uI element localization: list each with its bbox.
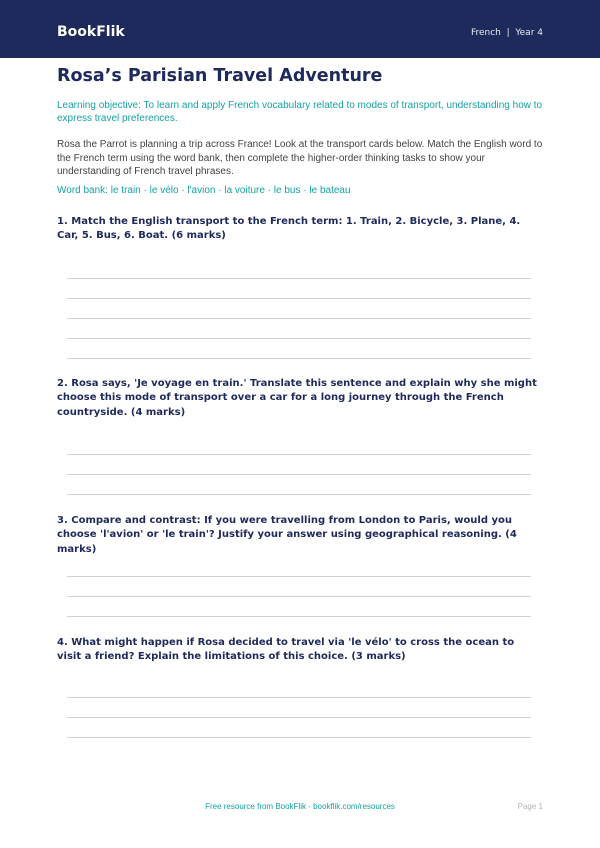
answer-line[interactable] <box>67 358 531 359</box>
brand-logo: BookFlik <box>57 24 125 40</box>
answer-line[interactable] <box>67 616 531 617</box>
question-2: 2. Rosa says, 'Je voyage en train.' Translate this sentence and explain why she might choose this mode of transport over a car for a long journey through the French countryside. (4 marks) <box>57 378 537 418</box>
answer-line[interactable] <box>67 454 531 455</box>
answer-line[interactable] <box>67 717 531 718</box>
answer-line[interactable] <box>67 338 531 339</box>
page-header <box>0 0 600 58</box>
word-bank: Word bank: le train · le vélo · l'avion · la voiture · le bus · le bateau <box>57 185 351 196</box>
question-1: 1. Match the English transport to the French term: 1. Train, 2. Bicycle, 3. Plane, 4. Car, 5. Bus, 6. Boat. (6 marks) <box>57 216 521 242</box>
answer-line[interactable] <box>67 278 531 279</box>
answer-line[interactable] <box>67 737 531 738</box>
question-4: 4. What might happen if Rosa decided to travel via 'le vélo' to cross the ocean to visit a friend? Explain the limitations of this choice. (3 marks) <box>57 637 515 663</box>
answer-line[interactable] <box>67 697 531 698</box>
learning-objective: Learning objective: To learn and apply French vocabulary related to modes of transport, understanding how to express travel preferences. <box>57 100 543 124</box>
answer-line[interactable] <box>67 596 531 597</box>
worksheet-title: Rosa’s Parisian Travel Adventure <box>57 66 383 86</box>
answer-line[interactable] <box>67 494 531 495</box>
question-3: 3. Compare and contrast: If you were travelling from London to Paris, would you choose 'l'avion' or 'le train'? Justify your answer using geographical reasoning. (4 marks) <box>57 515 517 555</box>
answer-line[interactable] <box>67 576 531 577</box>
answer-line[interactable] <box>67 298 531 299</box>
answer-line[interactable] <box>67 474 531 475</box>
answer-line[interactable] <box>67 318 531 319</box>
subject-year-label: French | Year 4 <box>470 28 543 38</box>
intro-text: Rosa the Parrot is planning a trip across France! Look at the transport cards below. Match the English word to the French term using the word bank, then complete the higher-order thinking tasks to show your understanding of French travel phrases. <box>57 139 543 177</box>
footer-resource-link[interactable]: Free resource from BookFlik · bookflik.com/resources <box>205 802 395 811</box>
page-number: Page 1 <box>517 802 543 811</box>
